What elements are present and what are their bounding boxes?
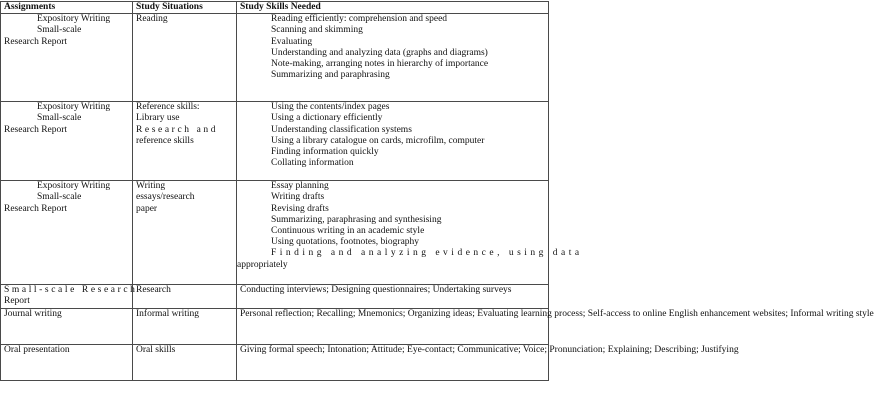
- skills-cell: Conducting interviews; Designing questionnaires; Undertaking surveys: [237, 285, 549, 309]
- situation-cell: [133, 309, 237, 345]
- header-assignments: Assignments: [1, 2, 133, 14]
- assignment-line: Journal writing: [4, 309, 62, 320]
- assignment-line: Oral presentation: [4, 345, 70, 356]
- skill-item: Finding and analyzing evidence, using data: [271, 248, 583, 259]
- assignment-cell: [1, 181, 133, 285]
- skill-item: Note-making, arranging notes in hierarchy of importance: [271, 59, 489, 70]
- table-row: [1, 285, 549, 309]
- situation-line: Oral skills: [136, 345, 176, 356]
- assignment-line: Report: [4, 296, 30, 307]
- situation-line: Informal writing: [136, 309, 200, 320]
- situation-line: Writing: [136, 181, 166, 192]
- skills-cell: Personal reflection; Recalling; Mnemonics; Organizing ideas; Evaluating learning process; Self-access to online English enhancement websites; Informal writing style: [237, 309, 549, 345]
- situation-line: Reading: [136, 14, 168, 25]
- table-row: [1, 102, 549, 181]
- assignment-line: Research Report: [4, 203, 68, 214]
- situation-line: Reference skills:: [136, 102, 200, 113]
- assignment-line: Small-scale: [37, 192, 82, 203]
- situation-line: Library use: [136, 113, 180, 124]
- skill-item: Reading efficiently: comprehension and speed: [271, 14, 448, 25]
- situation-cell: [133, 285, 237, 309]
- skill-item: Essay planning: [271, 181, 329, 192]
- skill-item: Using a library catalogue on cards, microfilm, computer: [271, 135, 485, 146]
- skill-item: Summarizing and paraphrasing: [271, 70, 390, 81]
- skill-item: Understanding and analyzing data (graphs and diagrams): [271, 47, 488, 58]
- skill-item: Understanding classification systems: [271, 124, 412, 135]
- skill-item: Finding information quickly: [271, 147, 379, 158]
- skill-item: Continuous writing in an academic style: [271, 226, 425, 237]
- skill-item: appropriately: [237, 259, 288, 270]
- situation-cell: [133, 181, 237, 285]
- assignment-line: Research Report: [4, 36, 68, 47]
- skills-cell: [237, 102, 549, 181]
- situation-line: Research: [136, 285, 171, 296]
- skill-item: Using quotations, footnotes, biography: [271, 237, 420, 248]
- assignment-cell: [1, 285, 138, 309]
- skills-cell: Giving formal speech; Intonation; Attitude; Eye-contact; Communicative; Voice; Pronunciation; Explaining; Describing; Justifying: [237, 345, 549, 381]
- header-study-skills: Study Skills Needed: [237, 2, 549, 14]
- assignment-line: Expository Writing: [37, 102, 111, 113]
- assignment-cell: [1, 345, 133, 381]
- assignment-line: Expository Writing: [37, 14, 111, 25]
- skill-item: Using the contents/index pages: [271, 102, 390, 113]
- skill-item: Revising drafts: [271, 203, 329, 214]
- table-row: [1, 181, 549, 285]
- assignment-line: Small-scale: [37, 113, 82, 124]
- situation-line: Research and: [136, 124, 219, 135]
- table-row: [1, 14, 549, 102]
- skill-item: Scanning and skimming: [271, 25, 363, 36]
- skill-item: Collating information: [271, 158, 354, 169]
- skills-cell: [237, 181, 583, 285]
- skill-item: Using a dictionary efficiently: [271, 113, 383, 124]
- table-header-row: [1, 2, 549, 14]
- assignment-line: Small-scale Research: [4, 285, 138, 296]
- skills-cell: [237, 14, 549, 102]
- situation-line: paper: [136, 203, 158, 214]
- table-row: [1, 345, 549, 381]
- skill-item: Writing drafts: [271, 192, 325, 203]
- situation-cell: [133, 345, 237, 381]
- assignment-line: Expository Writing: [37, 181, 111, 192]
- assignment-line: Small-scale: [37, 25, 82, 36]
- assignment-cell: [1, 309, 133, 345]
- situation-line: essays/research: [136, 192, 195, 203]
- skill-item: Summarizing, paraphrasing and synthesising: [271, 214, 442, 225]
- table-row: [1, 309, 549, 345]
- assignment-line: Research Report: [4, 124, 68, 135]
- study-skills-table: [0, 1, 874, 381]
- header-study-situations: Study Situations: [133, 2, 237, 14]
- skill-item: Evaluating: [271, 36, 313, 47]
- situation-line: reference skills: [136, 135, 194, 146]
- assignment-cell: [1, 14, 133, 102]
- situation-cell: [133, 14, 237, 102]
- situation-cell: [133, 102, 237, 181]
- assignment-cell: [1, 102, 133, 181]
